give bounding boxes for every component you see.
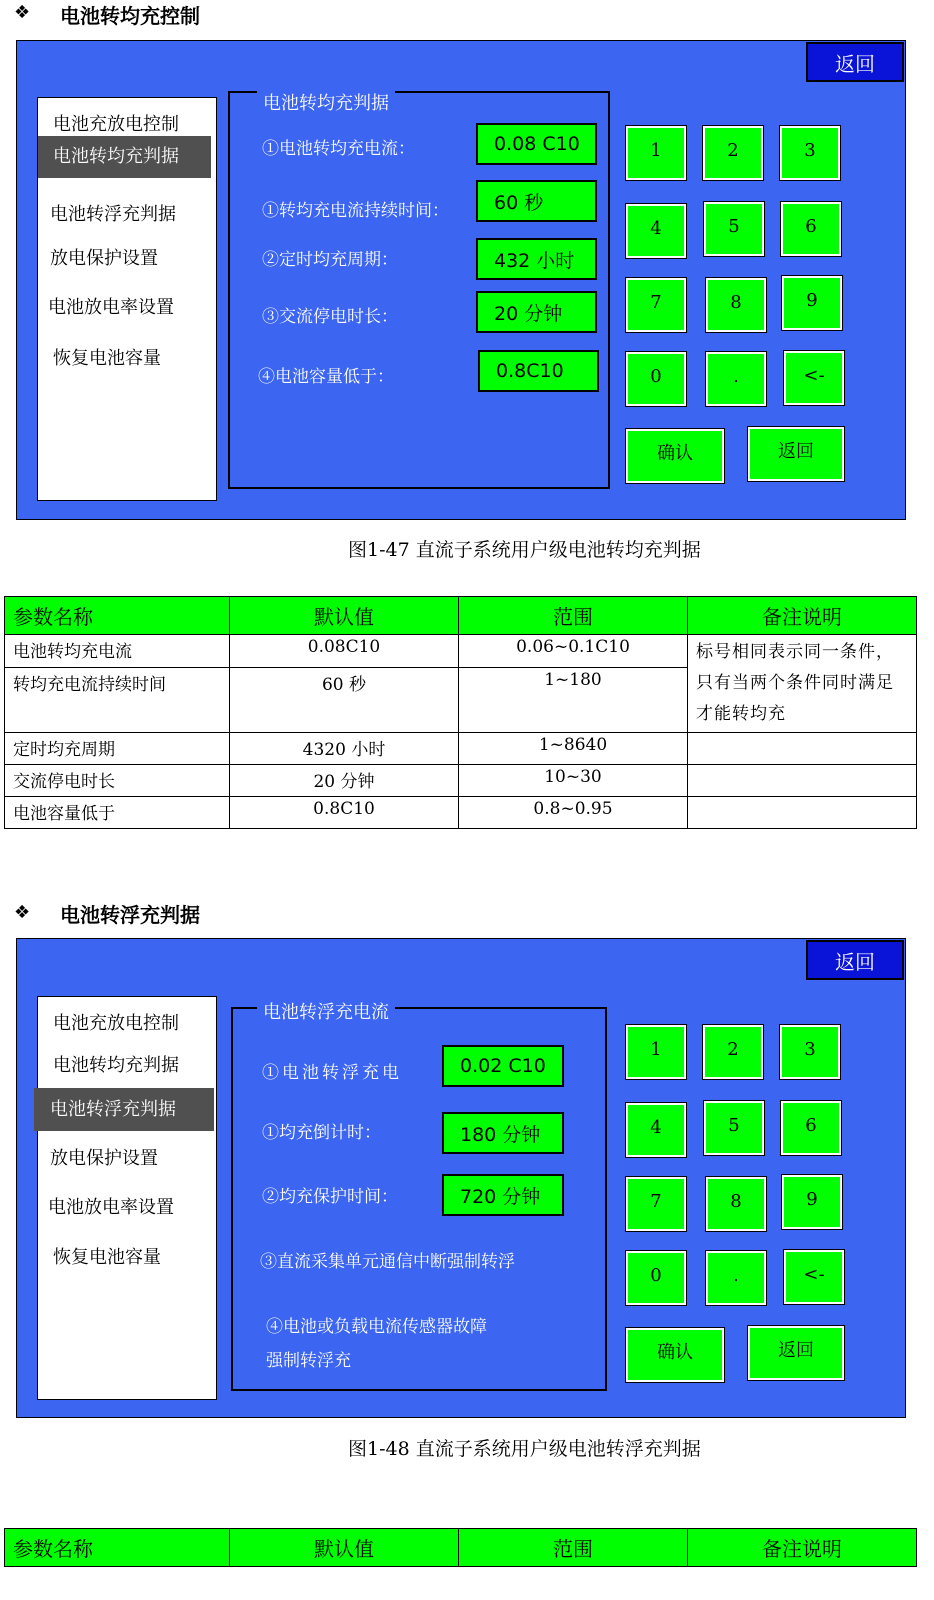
table-header: 参数名称 [5,1529,230,1567]
menu-item-discharge-protection[interactable]: 放电保护设置 [50,1148,158,1169]
condition-text: ③直流采集单元通信中断强制转浮 [260,1252,515,1272]
keypad-key-5[interactable]: 5 [704,1101,764,1155]
keypad-key-backspace[interactable]: <- [784,351,844,405]
keypad-key-1[interactable]: 1 [626,126,686,180]
menu-item-restore-capacity[interactable]: 恢复电池容量 [53,348,161,369]
table-cell: 转均充电流持续时间 [5,668,230,733]
keypad-key-0[interactable]: 0 [626,1251,686,1305]
group-title: 电池转浮充电流 [257,998,395,1024]
top-back-button[interactable]: 返回 [806,940,904,980]
keypad-key-9[interactable]: 9 [782,276,842,330]
keypad-key-3[interactable]: 3 [780,126,840,180]
menu-item-discharge-rate[interactable]: 电池放电率设置 [48,297,174,318]
param-value-field[interactable]: 432 小时 [476,238,597,280]
table-cell: 0.8~0.95 [459,797,688,829]
table-cell [688,733,917,765]
table-row [5,635,917,668]
table-row [5,765,917,797]
menu-item-charge-discharge-control[interactable]: 电池充放电控制 [53,114,179,135]
menu-item-equalize-criteria[interactable]: 电池转均充判据 [53,1055,179,1076]
param-label: ①转均充电流持续时间： [262,201,449,221]
figure-caption: 图1-47 直流子系统用户级电池转均充判据 [348,539,701,561]
table-cell [688,765,917,797]
keypad-key-backspace[interactable]: <- [784,1250,844,1304]
menu-item-restore-capacity[interactable]: 恢复电池容量 [53,1247,161,1268]
table-cell: 交流停电时长 [5,765,230,797]
table-note-cell: 标号相同表示同一条件，只有当两个条件同时满足才能转均充 [688,635,917,733]
table-cell: 4320 小时 [230,733,459,765]
top-back-button[interactable]: 返回 [806,42,904,82]
keypad-key-dot[interactable]: . [706,352,766,406]
keypad-key-7[interactable]: 7 [626,1177,686,1231]
table-header: 默认值 [230,1529,459,1567]
keypad-key-8[interactable]: 8 [706,1177,766,1231]
param-label: ①电池转浮充电 [262,1063,402,1083]
table-cell: 电池转均充电流 [5,635,230,668]
menu-item-float-criteria[interactable]: 电池转浮充判据 [50,204,176,225]
bullet-icon: ❖ [14,2,31,23]
table-cell: 1~180 [459,668,688,733]
menu-item-discharge-rate[interactable]: 电池放电率设置 [48,1197,174,1218]
keypad-key-dot[interactable]: . [706,1251,766,1305]
keypad-key-4[interactable]: 4 [626,204,686,258]
table-header: 范围 [459,597,688,635]
keypad-key-6[interactable]: 6 [781,1101,841,1155]
table-header-row [5,1529,917,1567]
figure-caption: 图1-48 直流子系统用户级电池转浮充判据 [348,1438,701,1460]
keypad-back-button[interactable]: 返回 [748,1326,844,1380]
table-cell: 60 秒 [230,668,459,733]
table-header: 参数名称 [5,597,230,635]
keypad-key-9[interactable]: 9 [782,1175,842,1229]
table-cell: 0.08C10 [230,635,459,668]
param-value-field[interactable]: 720 分钟 [442,1174,564,1216]
table-cell: 定时均充周期 [5,733,230,765]
table-header-row [5,597,917,635]
table-cell: 20 分钟 [230,765,459,797]
section-heading: 电池转浮充判据 [60,903,200,927]
confirm-button[interactable]: 确认 [626,429,724,483]
condition-text: 强制转浮充 [266,1351,351,1371]
parameter-table [4,596,917,829]
param-value-field[interactable]: 180 分钟 [442,1112,564,1154]
param-value-field[interactable]: 0.08 C10 [476,123,597,165]
menu-item-float-criteria[interactable]: 电池转浮充判据 [34,1088,214,1131]
table-cell [688,797,917,829]
section-heading: 电池转均充控制 [60,4,200,28]
param-value-field[interactable]: 60 秒 [476,180,597,222]
keypad-key-5[interactable]: 5 [704,202,764,256]
keypad-key-4[interactable]: 4 [626,1103,686,1157]
keypad-key-1[interactable]: 1 [626,1025,686,1079]
keypad-key-3[interactable]: 3 [780,1025,840,1079]
table-header: 备注说明 [688,597,917,635]
menu-item-equalize-criteria[interactable]: 电池转均充判据 [38,136,211,178]
keypad-back-button[interactable]: 返回 [748,427,844,481]
bullet-icon: ❖ [14,902,31,923]
parameter-table [4,1528,917,1567]
table-cell: 电池容量低于 [5,797,230,829]
keypad-key-7[interactable]: 7 [626,278,686,332]
table-cell: 0.8C10 [230,797,459,829]
param-value-field[interactable]: 20 分钟 [476,291,597,333]
confirm-button[interactable]: 确认 [626,1328,724,1382]
param-label: ③交流停电时长： [262,307,398,327]
param-value-field[interactable]: 0.8C10 [478,350,599,392]
menu-item-charge-discharge-control[interactable]: 电池充放电控制 [53,1013,179,1034]
keypad-key-0[interactable]: 0 [626,352,686,406]
table-cell: 10~30 [459,765,688,797]
table-header: 范围 [459,1529,688,1567]
keypad-key-6[interactable]: 6 [781,202,841,256]
condition-text: ④电池或负载电流传感器故障 [266,1317,487,1337]
param-value-field[interactable]: 0.02 C10 [442,1045,564,1087]
table-row [5,733,917,765]
keypad-key-2[interactable]: 2 [703,1025,763,1079]
param-label: ④电池容量低于： [258,367,394,387]
param-label: ①均充倒计时： [262,1123,381,1143]
table-header: 备注说明 [688,1529,917,1567]
menu-item-discharge-protection[interactable]: 放电保护设置 [50,248,158,269]
group-title: 电池转均充判据 [257,89,395,115]
table-cell: 1~8640 [459,733,688,765]
param-label: ②均充保护时间： [262,1187,398,1207]
table-header: 默认值 [230,597,459,635]
param-label: ②定时均充周期： [262,250,398,270]
keypad-key-2[interactable]: 2 [703,126,763,180]
keypad-key-8[interactable]: 8 [706,278,766,332]
table-cell: 0.06~0.1C10 [459,635,688,668]
param-label: ①电池转均充电流： [262,139,415,159]
table-row [5,797,917,829]
